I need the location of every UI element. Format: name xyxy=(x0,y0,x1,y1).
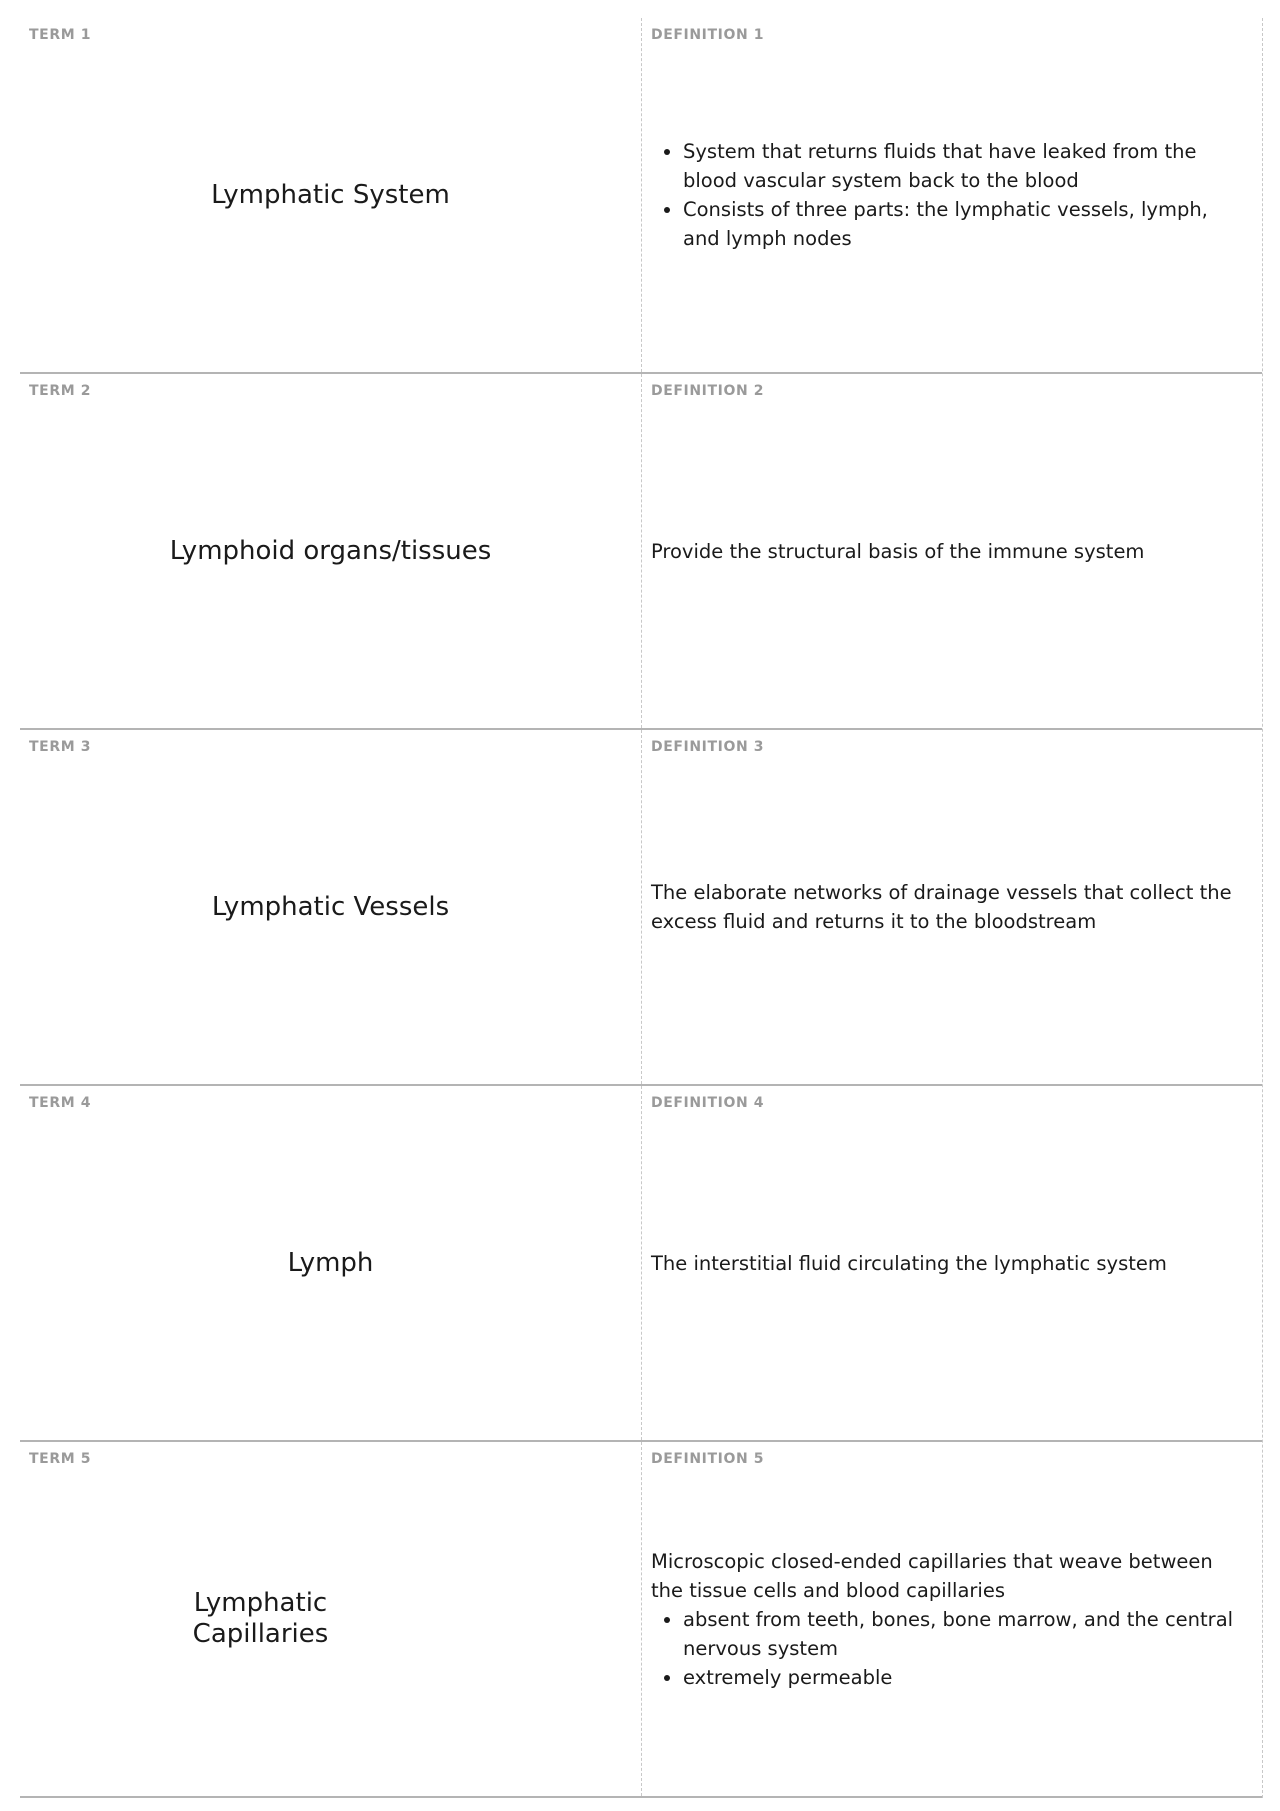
term-text xyxy=(20,374,641,728)
term-value: Lymphatic System xyxy=(211,179,450,210)
flashcard-row xyxy=(20,18,1262,374)
term-text xyxy=(20,1086,641,1440)
term-label: TERM 2 xyxy=(29,383,92,399)
definition-content xyxy=(651,1442,1250,1796)
definition-bullet-list xyxy=(651,137,1250,253)
definition-cell xyxy=(642,730,1262,1084)
term-label: TERM 5 xyxy=(29,1451,92,1467)
definition-bullet: • absent from teeth, bones, bone marrow, and the central nervous system xyxy=(683,1605,1250,1663)
definition-label: DEFINITION 5 xyxy=(651,1451,765,1467)
term-cell xyxy=(20,1442,642,1796)
definition-bullet: • extremely permeable xyxy=(683,1663,1250,1692)
term-text xyxy=(20,18,641,372)
flashcard-row xyxy=(20,374,1262,730)
term-value: Lymph xyxy=(287,1247,374,1278)
term-label: TERM 1 xyxy=(29,27,92,43)
definition-content xyxy=(651,1086,1250,1440)
term-value: Lymphatic Capillaries xyxy=(192,1588,329,1649)
definition-cell xyxy=(642,1442,1262,1796)
term-value: Lymphoid organs/tissues xyxy=(169,535,492,566)
definition-bullet: • Consists of three parts: the lymphatic vessels, lymph, and lymph nodes xyxy=(683,195,1250,253)
definition-label: DEFINITION 3 xyxy=(651,739,765,755)
term-label: TERM 4 xyxy=(29,1095,92,1111)
definition-content xyxy=(651,730,1250,1084)
definition-bullet-list xyxy=(651,1605,1250,1692)
term-text xyxy=(20,730,641,1084)
term-cell xyxy=(20,730,642,1084)
term-label: TERM 3 xyxy=(29,739,92,755)
definition-cell xyxy=(642,374,1262,728)
definition-text: The interstitial fluid circulating the lymphatic system xyxy=(651,1251,1167,1275)
definition-label: DEFINITION 1 xyxy=(651,27,765,43)
term-cell xyxy=(20,374,642,728)
term-text xyxy=(20,1442,641,1796)
flashcard-row xyxy=(20,730,1262,1086)
definition-cell xyxy=(642,18,1262,372)
flashcard-row xyxy=(20,1442,1262,1798)
definition-label: DEFINITION 4 xyxy=(651,1095,765,1111)
definition-cell xyxy=(642,1086,1262,1440)
definition-label: DEFINITION 2 xyxy=(651,383,765,399)
definition-content xyxy=(651,18,1250,372)
term-value: Lymphatic Vessels xyxy=(211,891,450,922)
flashcard-sheet xyxy=(20,18,1263,1798)
definition-content xyxy=(651,374,1250,728)
definition-bullet: • System that returns fluids that have leaked from the blood vascular system back to the blood xyxy=(683,137,1250,195)
term-cell xyxy=(20,18,642,372)
definition-text: Microscopic closed-ended capillaries that weave between the tissue cells and blood capillaries xyxy=(651,1549,1213,1602)
definition-text: The elaborate networks of drainage vessels that collect the excess fluid and returns it to the bloodstream xyxy=(651,881,1232,933)
term-cell xyxy=(20,1086,642,1440)
flashcard-row xyxy=(20,1086,1262,1442)
definition-text: Provide the structural basis of the immune system xyxy=(651,539,1145,563)
